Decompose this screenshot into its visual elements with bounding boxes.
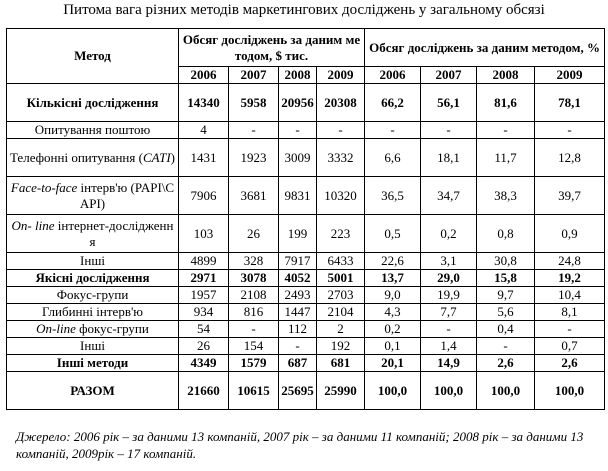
value-cell: 192 [317, 338, 365, 355]
method-label [7, 338, 179, 355]
method-label-text: Інші [80, 253, 105, 268]
value-cell: 56,1 [421, 84, 477, 122]
value-cell: 0,5 [365, 215, 421, 253]
value-cell: 681 [317, 355, 365, 372]
volume-percent-header: Обсяг досліджень за даним методом, % [365, 29, 605, 67]
year-header: 2007 [421, 67, 477, 84]
method-label-tail: ) [170, 149, 175, 165]
table-row [7, 84, 605, 122]
method-label [7, 139, 179, 177]
value-cell: 13,7 [365, 270, 421, 287]
value-cell: 0,4 [477, 321, 535, 338]
value-cell: 2,6 [477, 355, 535, 372]
value-cell: 5958 [229, 84, 279, 122]
value-cell: 7906 [179, 177, 229, 215]
value-cell: 8,1 [535, 304, 605, 321]
table-row [7, 122, 605, 139]
method-label [7, 321, 179, 338]
value-cell: 100,0 [477, 372, 535, 410]
methods-table [6, 28, 605, 410]
value-cell: 2,6 [535, 355, 605, 372]
value-cell: 154 [229, 338, 279, 355]
value-cell: 2971 [179, 270, 229, 287]
value-cell: 24,8 [535, 253, 605, 270]
value-cell: 0,8 [477, 215, 535, 253]
method-label [7, 122, 179, 139]
volume-usd-header: Обсяг досліджень за даним методом, $ тис. [179, 29, 365, 67]
value-cell: 3078 [229, 270, 279, 287]
value-cell: 9,0 [365, 287, 421, 304]
value-cell: 3332 [317, 139, 365, 177]
table-title: Питома вага різних методів маркетингових досліджень у загальному обсязі [63, 2, 545, 18]
value-cell: 81,6 [477, 84, 535, 122]
table-row [7, 372, 605, 410]
method-label [7, 372, 179, 410]
value-cell: 38,3 [477, 177, 535, 215]
value-cell: - [477, 338, 535, 355]
header-row-1 [7, 29, 605, 67]
value-cell: 2493 [279, 287, 317, 304]
value-cell: 66,2 [365, 84, 421, 122]
value-cell: 25695 [279, 372, 317, 410]
year-header: 2007 [229, 67, 279, 84]
value-cell: 54 [179, 321, 229, 338]
value-cell: 3681 [229, 177, 279, 215]
value-cell: 25990 [317, 372, 365, 410]
value-cell: 6433 [317, 253, 365, 270]
method-label-text: Телефонні опитування ( [9, 149, 143, 165]
method-label-text: Кількісні дослідження [26, 94, 159, 110]
method-label-text: РАЗОМ [70, 382, 115, 398]
value-cell: - [317, 122, 365, 139]
value-cell: 816 [229, 304, 279, 321]
value-cell: 12,8 [535, 139, 605, 177]
method-label-tail: інтернет-дослідження [54, 217, 174, 249]
value-cell: 14340 [179, 84, 229, 122]
method-label-emphasis: On- line [11, 217, 55, 233]
year-header: 2008 [477, 67, 535, 84]
value-cell: 20,1 [365, 355, 421, 372]
value-cell: 0,9 [535, 215, 605, 253]
value-cell: 4 [179, 122, 229, 139]
value-cell: 934 [179, 304, 229, 321]
table-row [7, 355, 605, 372]
table-row [7, 338, 605, 355]
value-cell: 2108 [229, 287, 279, 304]
method-label [7, 177, 179, 215]
method-label-tail: інтерв'ю (PAPI\CAPI) [77, 179, 175, 211]
value-cell: 19,9 [421, 287, 477, 304]
value-cell: 19,2 [535, 270, 605, 287]
value-cell: 26 [229, 215, 279, 253]
value-cell: 0,1 [365, 338, 421, 355]
value-cell: 10,4 [535, 287, 605, 304]
method-label [7, 270, 179, 287]
value-cell: 29,0 [421, 270, 477, 287]
value-cell: 6,6 [365, 139, 421, 177]
value-cell: 7,7 [421, 304, 477, 321]
method-label [7, 84, 179, 122]
value-cell: 14,9 [421, 355, 477, 372]
value-cell: 36,5 [365, 177, 421, 215]
value-cell: 1923 [229, 139, 279, 177]
value-cell: - [535, 122, 605, 139]
value-cell: - [421, 321, 477, 338]
value-cell: 0,2 [421, 215, 477, 253]
table-row [7, 321, 605, 338]
value-cell: 4899 [179, 253, 229, 270]
year-header: 2009 [317, 67, 365, 84]
value-cell: 100,0 [365, 372, 421, 410]
value-cell: - [229, 321, 279, 338]
method-label-text: Інші [80, 338, 105, 353]
value-cell: 15,8 [477, 270, 535, 287]
method-label [7, 355, 179, 372]
value-cell: 10320 [317, 177, 365, 215]
value-cell: 3009 [279, 139, 317, 177]
value-cell: 3,1 [421, 253, 477, 270]
method-label [7, 304, 179, 321]
value-cell: - [279, 338, 317, 355]
value-cell: 112 [279, 321, 317, 338]
value-cell: - [477, 122, 535, 139]
value-cell: 5001 [317, 270, 365, 287]
table-row [7, 287, 605, 304]
table-row [7, 177, 605, 215]
table-row [7, 215, 605, 253]
year-header: 2008 [279, 67, 317, 84]
method-label [7, 215, 179, 253]
value-cell: - [421, 122, 477, 139]
value-cell: 26 [179, 338, 229, 355]
value-cell: - [229, 122, 279, 139]
value-cell: 9831 [279, 177, 317, 215]
method-label-text: Інші методи [56, 355, 129, 370]
method-label-tail: фокус-групи [75, 321, 149, 336]
table-row [7, 139, 605, 177]
value-cell: 11,7 [477, 139, 535, 177]
value-cell: 78,1 [535, 84, 605, 122]
value-cell: 1579 [229, 355, 279, 372]
value-cell: 9,7 [477, 287, 535, 304]
value-cell: 100,0 [421, 372, 477, 410]
value-cell: 20308 [317, 84, 365, 122]
value-cell: 328 [229, 253, 279, 270]
value-cell: 199 [279, 215, 317, 253]
method-label-text: Фокус-групи [56, 287, 129, 302]
method-label-text: Глибинні інтерв'ю [41, 304, 144, 319]
value-cell: 4,3 [365, 304, 421, 321]
value-cell: 5,6 [477, 304, 535, 321]
method-label-emphasis: On-line [36, 321, 76, 336]
value-cell: 2 [317, 321, 365, 338]
method-label-emphasis: CATI [142, 149, 171, 165]
value-cell: 39,7 [535, 177, 605, 215]
table-row [7, 270, 605, 287]
value-cell: 223 [317, 215, 365, 253]
method-label-emphasis: Face-to-face [10, 179, 78, 195]
method-label [7, 287, 179, 304]
value-cell: - [365, 122, 421, 139]
value-cell: 21660 [179, 372, 229, 410]
value-cell: - [279, 122, 317, 139]
value-cell: 34,7 [421, 177, 477, 215]
method-label-text: Якісні дослідження [35, 270, 150, 285]
value-cell: 1957 [179, 287, 229, 304]
value-cell: 2104 [317, 304, 365, 321]
value-cell: 4349 [179, 355, 229, 372]
value-cell: 1,4 [421, 338, 477, 355]
value-cell: 1431 [179, 139, 229, 177]
table-row [7, 304, 605, 321]
value-cell: 687 [279, 355, 317, 372]
value-cell: 100,0 [535, 372, 605, 410]
year-header: 2006 [179, 67, 229, 84]
value-cell: 1447 [279, 304, 317, 321]
value-cell: 18,1 [421, 139, 477, 177]
value-cell: 2703 [317, 287, 365, 304]
value-cell: 0,7 [535, 338, 605, 355]
method-label [7, 253, 179, 270]
table-row [7, 253, 605, 270]
value-cell: - [535, 321, 605, 338]
value-cell: 20956 [279, 84, 317, 122]
value-cell: 30,8 [477, 253, 535, 270]
value-cell: 103 [179, 215, 229, 253]
source-note: Джерело: 2006 рік – за даними 13 компаній, 2007 рік – за даними 11 компаній; 2008 рік – за даними 13 компаній, 2009рік – 17 компаній. [16, 429, 584, 461]
year-header: 2006 [365, 67, 421, 84]
method-label-text: Опитування поштою [34, 122, 151, 137]
value-cell: 7917 [279, 253, 317, 270]
value-cell: 0,2 [365, 321, 421, 338]
value-cell: 4052 [279, 270, 317, 287]
value-cell: 10615 [229, 372, 279, 410]
value-cell: 22,6 [365, 253, 421, 270]
year-header: 2009 [535, 67, 605, 84]
method-header: Метод [7, 29, 179, 84]
